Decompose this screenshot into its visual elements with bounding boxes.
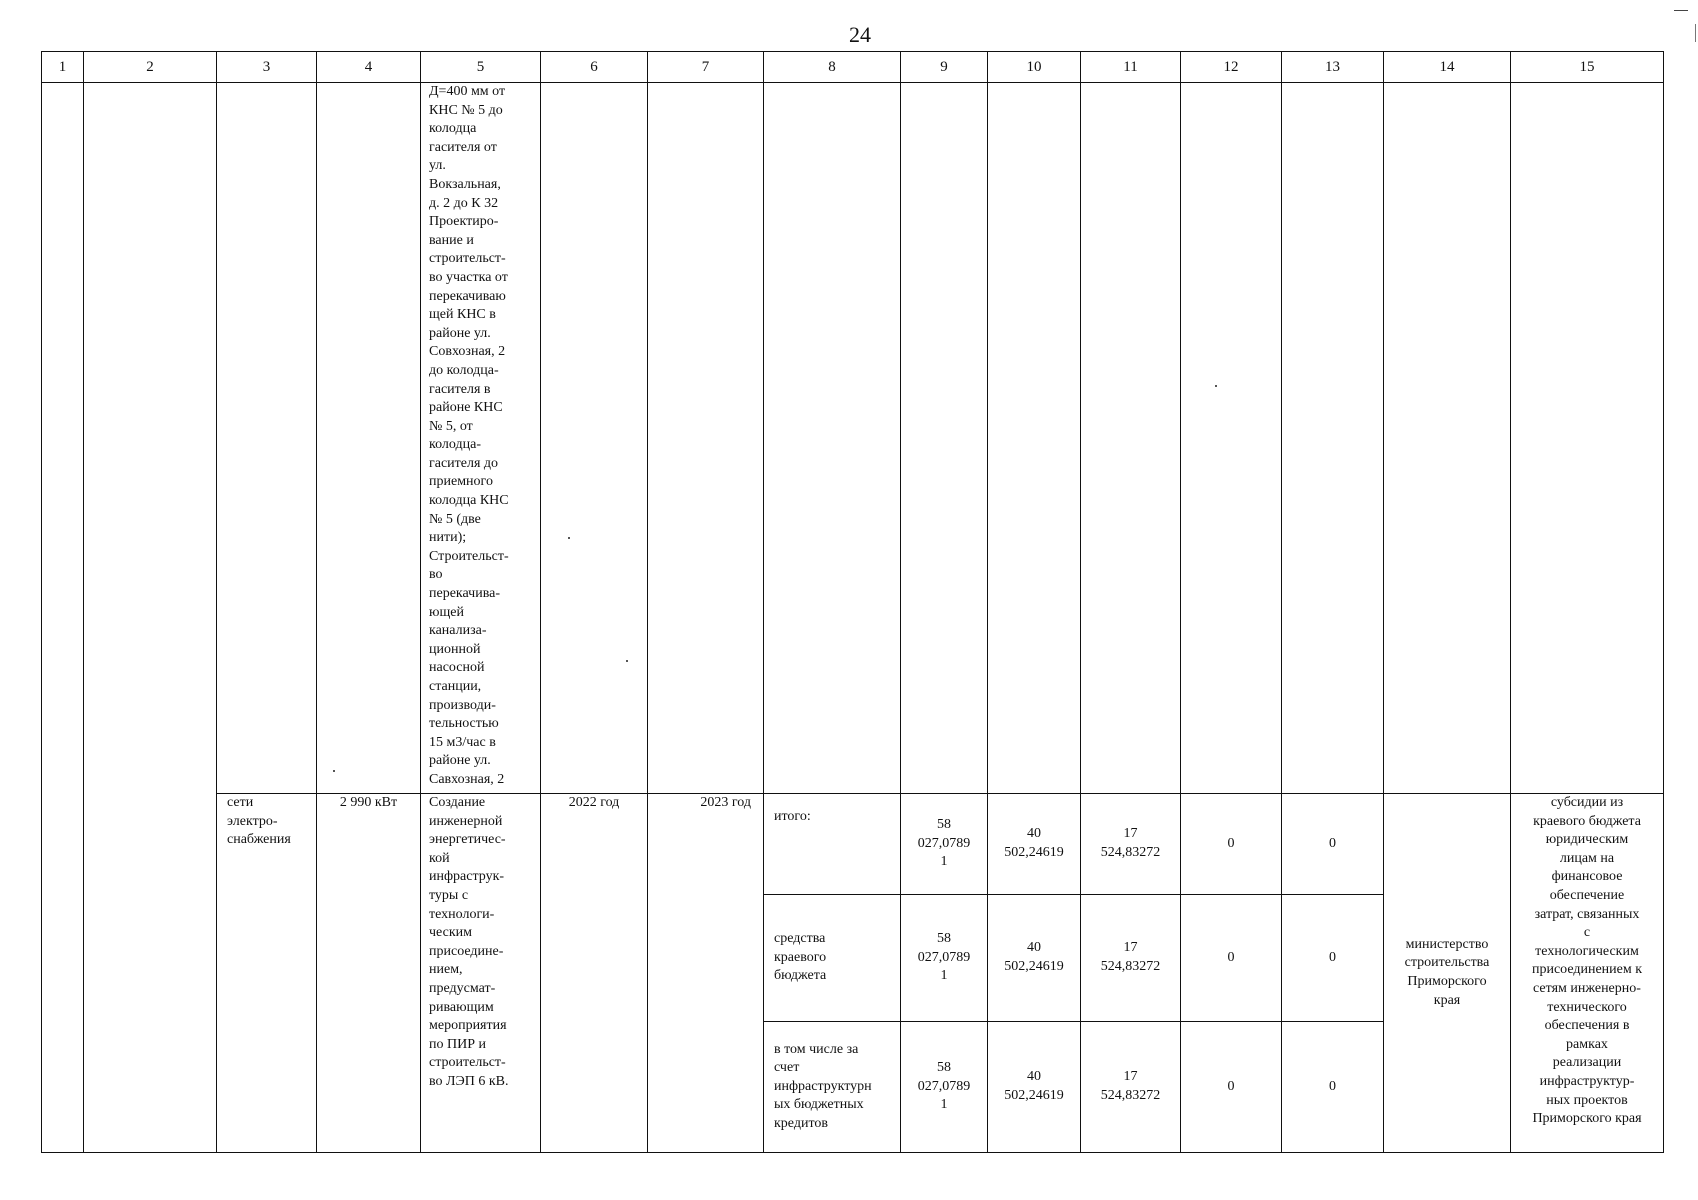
value-cell: 40 502,24619: [988, 794, 1081, 895]
object-type-cell: сети электро- снабжения: [217, 794, 317, 1153]
table-cell: [1384, 83, 1511, 794]
funding-label-cell: итого:: [764, 794, 901, 895]
value-cell: 0: [1181, 1022, 1282, 1153]
funding-label-cell: в том числе за счет инфраструктурн ых бюджетных кредитов: [764, 1022, 901, 1153]
header-cell: 13: [1282, 52, 1384, 83]
capacity-cell: 2 990 кВт: [317, 794, 421, 1153]
header-cell: 7: [648, 52, 764, 83]
header-cell: 3: [217, 52, 317, 83]
table-cell: [648, 83, 764, 794]
header-row: [42, 52, 1664, 83]
value-cell: 0: [1181, 895, 1282, 1022]
table-cell: [1511, 83, 1664, 794]
header-cell: 15: [1511, 52, 1664, 83]
scan-speck: [568, 537, 570, 539]
scan-speck: [1215, 385, 1217, 387]
value-cell: 17 524,83272: [1081, 794, 1181, 895]
table-cell: [764, 83, 901, 794]
table-cell: [84, 83, 217, 1153]
header-cell: 11: [1081, 52, 1181, 83]
table-cell: [901, 83, 988, 794]
table-cell: [317, 83, 421, 794]
start-year-cell: 2022 год: [541, 794, 648, 1153]
value-cell: 0: [1282, 895, 1384, 1022]
table-row: [42, 83, 1664, 794]
table-cell: [1081, 83, 1181, 794]
header-cell: 12: [1181, 52, 1282, 83]
table-cell: [541, 83, 648, 794]
table-cell: [217, 83, 317, 794]
header-cell: 1: [42, 52, 84, 83]
header-cell: 8: [764, 52, 901, 83]
value-cell: 0: [1282, 794, 1384, 895]
description-cell: Создание инженерной энергетичес- кой инфраструк- туры с технологи- ческим присоедине- нием, предусмат- ривающим мероприятия по ПИР и строительст- во ЛЭП 6 кВ.: [421, 794, 541, 1153]
responsible-cell: министерство строительства Приморского края: [1384, 794, 1511, 1153]
table-row: [42, 794, 1664, 895]
margin-mark: [1674, 10, 1688, 11]
header-cell: 4: [317, 52, 421, 83]
table-cell: [42, 83, 84, 1153]
header-cell: 5: [421, 52, 541, 83]
data-table: [41, 51, 1664, 1153]
header-cell: 9: [901, 52, 988, 83]
header-cell: 6: [541, 52, 648, 83]
value-cell: 58 027,0789 1: [901, 895, 988, 1022]
end-year-cell: 2023 год: [648, 794, 764, 1153]
value-cell: 17 524,83272: [1081, 1022, 1181, 1153]
value-cell: 40 502,24619: [988, 895, 1081, 1022]
margin-mark: [1695, 24, 1696, 42]
scan-speck: [626, 660, 628, 662]
funding-source-cell: субсидии из краевого бюджета юридическим лицам на финансовое обеспечение затрат, связанных с технологическим присоединением к сетям инженерно- технического обеспечения в рамках реализации инфраструктур- ных проектов Приморского края: [1511, 794, 1664, 1153]
description-cell: Д=400 мм от КНС № 5 до колодца гасителя от ул. Вокзальная, д. 2 до К 32 Проектиро- вание и строительст- во участка от перекачиваю щей КНС в районе ул. Совхозная, 2 до колодца- гасителя в районе КНС № 5, от колодца- гасителя до приемного колодца КНС № 5 (две нити); Строительст- во перекачива- ющей канализа- ционной насосной станции, производи- тельностью 15 м3/час в районе ул. Савхозная, 2: [421, 83, 541, 794]
table-cell: [1282, 83, 1384, 794]
header-cell: 2: [84, 52, 217, 83]
page-number: 24: [849, 22, 871, 47]
header-cell: 10: [988, 52, 1081, 83]
value-cell: 17 524,83272: [1081, 895, 1181, 1022]
value-cell: 58 027,0789 1: [901, 794, 988, 895]
value-cell: 40 502,24619: [988, 1022, 1081, 1153]
header-cell: 14: [1384, 52, 1511, 83]
table-cell: [1181, 83, 1282, 794]
table-cell: [988, 83, 1081, 794]
value-cell: 0: [1181, 794, 1282, 895]
scan-speck: [333, 770, 335, 772]
funding-label-cell: средства краевого бюджета: [764, 895, 901, 1022]
value-cell: 58 027,0789 1: [901, 1022, 988, 1153]
value-cell: 0: [1282, 1022, 1384, 1153]
